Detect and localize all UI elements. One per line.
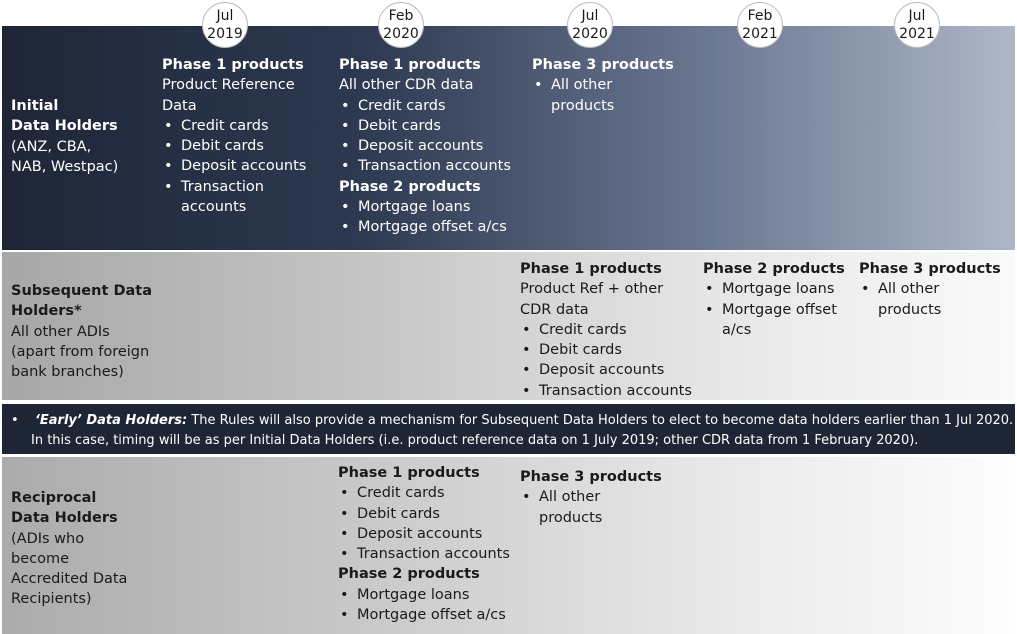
row-title-line: Data Holders [11, 510, 118, 527]
row-title-line: Subsequent Data [11, 283, 152, 299]
product-item: • Mortgage offset a/cs [338, 605, 510, 625]
phase-title: Phase 3 products [520, 469, 662, 485]
phase-title: Phase 3 products [532, 57, 674, 73]
product-item: • Debit cards [162, 136, 306, 156]
date-year: 2020 [572, 26, 608, 42]
product-item-continuation: products [539, 509, 603, 526]
product-list [338, 585, 510, 626]
product-list [520, 487, 662, 507]
row-subtitle-line: bank branches) [11, 364, 124, 381]
row-subtitle-line: become [11, 550, 70, 567]
timeline-date-feb-2021 [737, 2, 783, 48]
product-item: • Deposit accounts [520, 360, 692, 380]
date-year: 2019 [207, 26, 243, 42]
row-title-line: Initial [11, 98, 59, 114]
initial-jul2020-products [532, 55, 674, 116]
phase-description: Product Ref + other [520, 281, 664, 298]
row-subtitle-line: (apart from foreign [11, 343, 150, 360]
initial-feb2020-products [339, 55, 511, 238]
product-item-continuation: products [878, 301, 942, 318]
product-list [532, 75, 674, 95]
product-list [859, 279, 1001, 299]
product-item: • Transaction accounts [339, 156, 511, 176]
row-title-line: Data Holders [11, 118, 118, 135]
reciprocal-jul2020-products [520, 467, 662, 528]
product-item: • Transaction accounts [520, 381, 692, 401]
date-year: 2021 [899, 26, 935, 42]
subsequent-jul2021-products [859, 259, 1001, 320]
early-note-text: The Rules will also provide a mechanism for Subsequent Data Holders to elect to become data holders earlier than 1 Jul 2020. [191, 413, 1014, 428]
bullet: • [11, 413, 19, 428]
product-item-continuation: accounts [181, 199, 247, 216]
phase-title: Phase 1 products [338, 465, 480, 481]
row-subtitle-line: NAB, Westpac) [11, 158, 119, 175]
product-item: • Mortgage loans [339, 197, 511, 217]
row-subtitle-line: (ANZ, CBA, [11, 138, 92, 155]
product-item: • Credit cards [338, 483, 510, 503]
product-item: • Mortgage loans [703, 279, 845, 299]
product-item: • Debit cards [520, 340, 692, 360]
row-title-line: Reciprocal [11, 490, 97, 506]
product-item: • Credit cards [162, 116, 306, 136]
date-year: 2021 [742, 26, 778, 42]
product-item: • Debit cards [339, 116, 511, 136]
product-item: • Debit cards [338, 504, 510, 524]
phase-description: Data [162, 97, 197, 114]
early-data-holders-note [11, 411, 1013, 450]
row-title-line: Holders* [11, 303, 82, 320]
product-item: • Deposit accounts [339, 136, 511, 156]
product-item: • Mortgage offset [703, 300, 845, 320]
product-item-continuation: products [551, 97, 615, 114]
product-item: • Deposit accounts [338, 524, 510, 544]
row-subtitle-line: (ADIs who [11, 530, 85, 547]
product-list [162, 116, 306, 197]
row-subtitle-line: Accredited Data [11, 571, 128, 588]
product-list [520, 320, 692, 401]
product-item: • Transaction [162, 177, 306, 197]
timeline-date-jul-2020 [567, 2, 613, 48]
phase-title: Phase 1 products [520, 261, 662, 277]
date-month: Jul [908, 8, 926, 24]
product-item: • All other [520, 487, 662, 507]
phase-title: Phase 1 products [162, 57, 304, 73]
phase-description: Product Reference [162, 77, 295, 94]
product-list [338, 483, 510, 564]
product-list [339, 96, 511, 177]
row-subtitle-line: Recipients) [11, 591, 92, 608]
date-year: 2020 [383, 26, 419, 42]
early-note-line-1 [11, 411, 1013, 431]
product-list [339, 197, 511, 238]
phase-description: All other CDR data [339, 77, 474, 94]
product-item-continuation: a/cs [722, 321, 752, 338]
product-item: • Transaction accounts [338, 544, 510, 564]
phase-title: Phase 2 products [703, 261, 845, 277]
subsequent-feb2021-products [703, 259, 845, 340]
product-list [703, 279, 845, 320]
date-month: Feb [747, 8, 773, 24]
initial-data-holders-label [11, 96, 118, 177]
product-item: • All other [532, 75, 674, 95]
product-item: • Mortgage offset a/cs [339, 217, 511, 237]
initial-jul2019-products [162, 55, 306, 217]
phase-description: CDR data [520, 301, 589, 318]
timeline-date-jul-2019 [202, 2, 248, 48]
early-note-text: In this case, timing will be as per Initial Data Holders (i.e. product reference data on 1 July 2019; other CDR data from 1 February 2020). [31, 432, 919, 448]
reciprocal-feb2020-products [338, 463, 510, 625]
phase-title: Phase 1 products [339, 57, 481, 73]
timeline-date-jul-2021 [894, 2, 940, 48]
date-month: Feb [388, 8, 414, 24]
product-item: • Mortgage loans [338, 585, 510, 605]
date-month: Jul [216, 8, 234, 24]
subsequent-jul2020-products [520, 259, 692, 401]
reciprocal-data-holders-label [11, 488, 127, 610]
product-item: • Deposit accounts [162, 156, 306, 176]
phase-title: Phase 3 products [859, 261, 1001, 277]
row-subtitle-line: All other ADIs [11, 323, 110, 340]
timeline-date-feb-2020 [378, 2, 424, 48]
product-item: • All other [859, 279, 1001, 299]
product-item: • Credit cards [520, 320, 692, 340]
subsequent-data-holders-label [11, 281, 152, 382]
product-item: • Credit cards [339, 96, 511, 116]
phase-title: Phase 2 products [338, 566, 480, 583]
early-note-title: ‘Early’ Data Holders: [34, 413, 188, 428]
date-month: Jul [581, 8, 599, 24]
phase-title: Phase 2 products [339, 178, 481, 195]
